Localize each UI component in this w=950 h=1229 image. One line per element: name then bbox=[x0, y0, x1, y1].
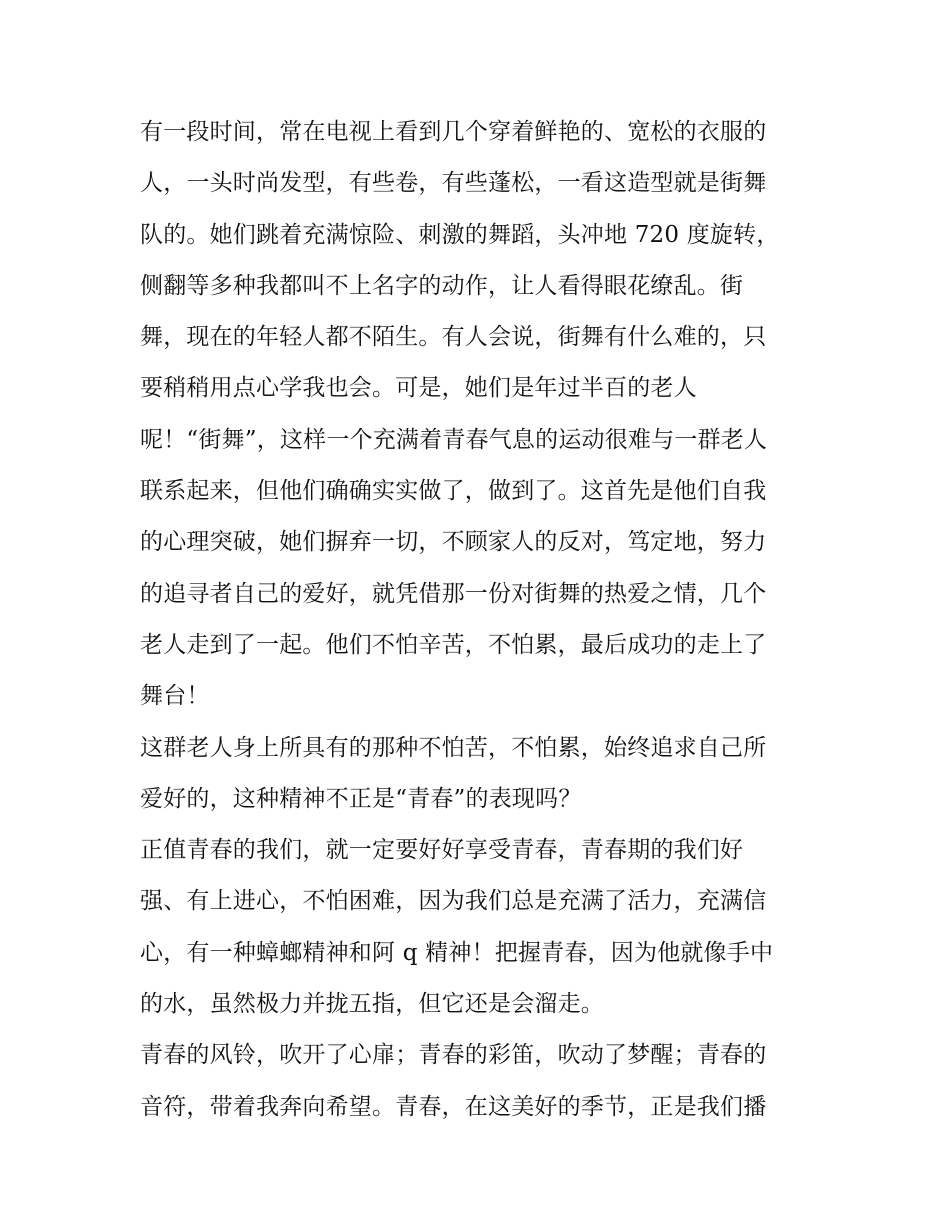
text-line: 青春的风铃，吹开了心扉；青春的彩笛，吹动了梦醒；青春的 bbox=[140, 1042, 767, 1069]
paragraph-3 bbox=[140, 825, 815, 1030]
text-line: 的追寻者自己的爱好，就凭借那一份对街舞的热爱之情，几个 bbox=[140, 580, 767, 607]
text-line: 爱好的，这种精神不正是“青春”的表现吗？ bbox=[140, 785, 582, 812]
text-line: 联系起来，但他们确确实实做了，做到了。这首先是他们自我 bbox=[140, 478, 767, 505]
paragraph-4 bbox=[140, 1030, 815, 1133]
text-line: 有一段时间，常在电视上看到几个穿着鲜艳的、宽松的衣服的 bbox=[140, 119, 767, 145]
text-line: 音符，带着我奔向希望。青春，在这美好的季节，正是我们播 bbox=[140, 1093, 767, 1120]
text-line: 舞台！ bbox=[140, 683, 210, 710]
text-line: 队的。她们跳着充满惊险、刺激的舞蹈，头冲地 720 度旋转， bbox=[140, 221, 780, 248]
text-line: 的水，虽然极力并拢五指，但它还是会溜走。 bbox=[140, 991, 604, 1018]
text-line: 老人走到了一起。他们不怕辛苦，不怕累，最后成功的走上了 bbox=[140, 631, 767, 658]
text-line: 的心理突破，她们摒弃一切，不顾家人的反对，笃定地，努力 bbox=[140, 529, 767, 556]
text-line: 侧翻等多种我都叫不上名字的动作，让人看得眼花缭乱。街 bbox=[140, 272, 744, 299]
text-line: 人，一头时尚发型，有些卷，有些蓬松，一看这造型就是街舞 bbox=[140, 170, 767, 197]
text-line: 要稍稍用点心学我也会。可是，她们是年过半百的老人 bbox=[140, 375, 697, 402]
text-line: 这群老人身上所具有的那种不怕苦，不怕累，始终追求自己所 bbox=[140, 734, 767, 761]
document-body bbox=[140, 107, 815, 1133]
text-line: 呢！“街舞”，这样一个充满着青春气息的运动很难与一群老人 bbox=[140, 426, 768, 453]
text-line: 心，有一种蟑螂精神和阿 q 精神！把握青春，因为他就像手中 bbox=[140, 939, 774, 966]
paragraph-1 bbox=[140, 107, 815, 723]
text-line: 正值青春的我们，就一定要好好享受青春，青春期的我们好 bbox=[140, 837, 744, 864]
text-line: 舞，现在的年轻人都不陌生。有人会说，街舞有什么难的，只 bbox=[140, 324, 767, 351]
text-line: 强、有上进心，不怕困难，因为我们总是充满了活力，充满信 bbox=[140, 888, 767, 915]
paragraph-2 bbox=[140, 723, 815, 826]
